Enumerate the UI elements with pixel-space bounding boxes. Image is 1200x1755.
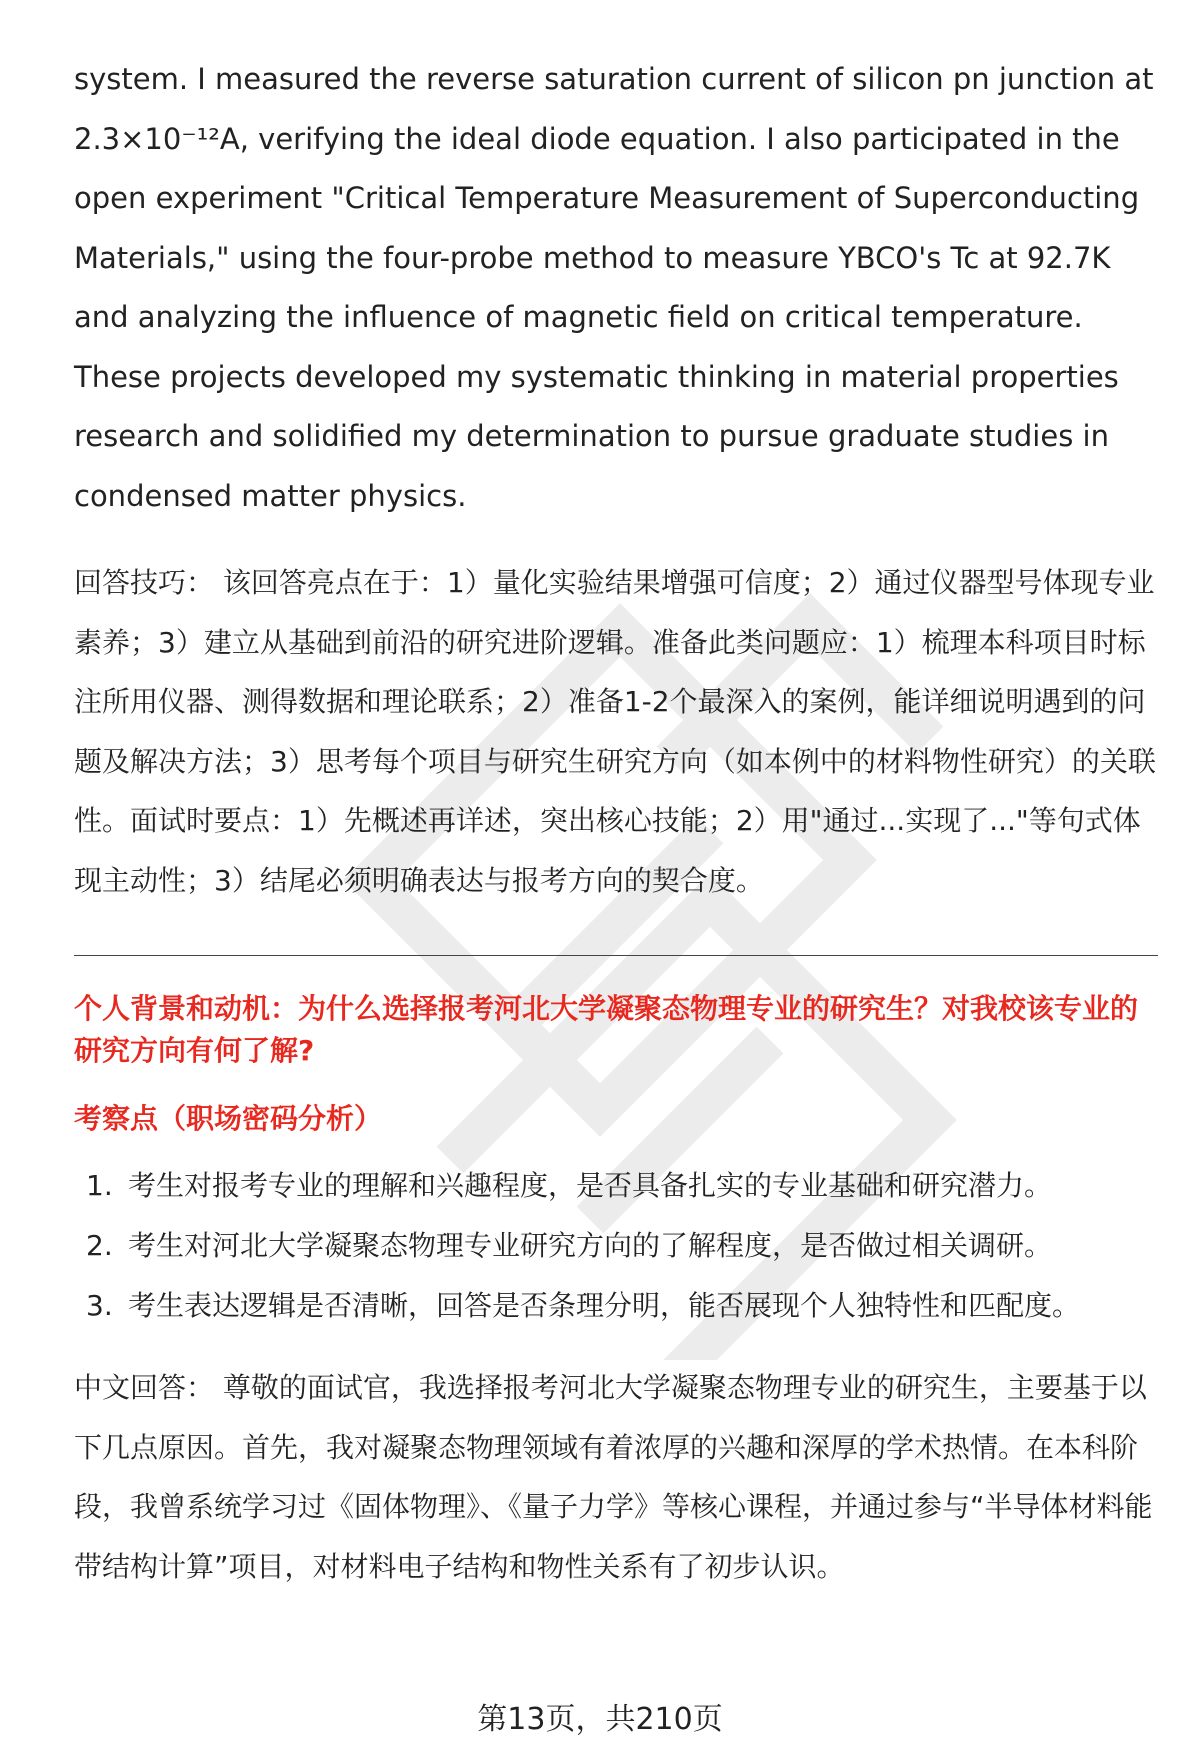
answer-text: 尊敬的面试官，我选择报考河北大学凝聚态物理专业的研究生，主要基于以下几点原因。首先，我对凝聚态物理领域有着浓厚的兴趣和深厚的学术热情。在本科阶段，我曾系统学习过《固体物理》、《量子力学》等核心课程，并通过参与“半导体材料能带结构计算”项目，对材料电子结构和物性关系有了初步认识。: [74, 1371, 1153, 1583]
english-answer-paragraph: system. I measured the reverse saturation current of silicon pn junction at 2.3×10⁻¹²A, verifying the ideal diode equation. I also participated in the open experiment "Critical Temperature Measurement of Superconducting Materials," using the four-probe method to measure YBCO's Tc at 92.7K and analyzing the influence of magnetic field on critical temperature. These projects developed my systematic thinking in material properties research and solidified my determination to pursue graduate studies in condensed matter physics.: [74, 62, 1154, 513]
list-item-text: 考生表达逻辑是否清晰，回答是否条理分明，能否展现个人独特性和匹配度。: [128, 1289, 1081, 1322]
list-item-text: 考生对河北大学凝聚态物理专业研究方向的了解程度，是否做过相关调研。: [128, 1229, 1053, 1262]
tips-label: 回答技巧：: [74, 566, 215, 599]
tips-text: 该回答亮点在于：1）量化实验结果增强可信度；2）通过仪器型号体现专业素养；3）建立从基础到前沿的研究进阶逻辑。准备此类问题应：1）梳理本科项目时标注所用仪器、测得数据和理论联系；2）准备1-2个最深入的案例，能详细说明遇到的问题及解决方法；3）思考每个项目与研究生研究方向（如本例中的材料物性研究）的关联性。面试时要点：1）先概述再详述，突出核心技能；2）用"通过...实现了..."等句式体现主动性；3）结尾必须明确表达与报考方向的契合度。: [74, 566, 1156, 897]
list-item-number: 1.: [86, 1169, 113, 1202]
list-item-text: 考生对报考专业的理解和兴趣程度，是否具备扎实的专业基础和研究潜力。: [128, 1169, 1053, 1202]
list-item: [74, 1216, 1160, 1276]
list-item: [74, 1276, 1160, 1336]
analysis-heading: 考察点（职场密码分析）: [74, 1102, 383, 1135]
section-divider: [74, 955, 1158, 956]
page-content: [74, 50, 1160, 1596]
list-item-number: 3.: [86, 1289, 113, 1322]
page-number-footer: 第13页，共210页: [477, 1702, 723, 1737]
chinese-answer-paragraph: [74, 1358, 1160, 1596]
answer-tips-paragraph: [74, 553, 1160, 910]
list-item: [74, 1156, 1160, 1216]
list-item-number: 2.: [86, 1229, 113, 1262]
analysis-points-list: [74, 1156, 1160, 1336]
question-heading: 个人背景和动机：为什么选择报考河北大学凝聚态物理专业的研究生？对我校该专业的研究方向有何了解?: [74, 992, 1139, 1067]
answer-label: 中文回答：: [74, 1371, 215, 1404]
